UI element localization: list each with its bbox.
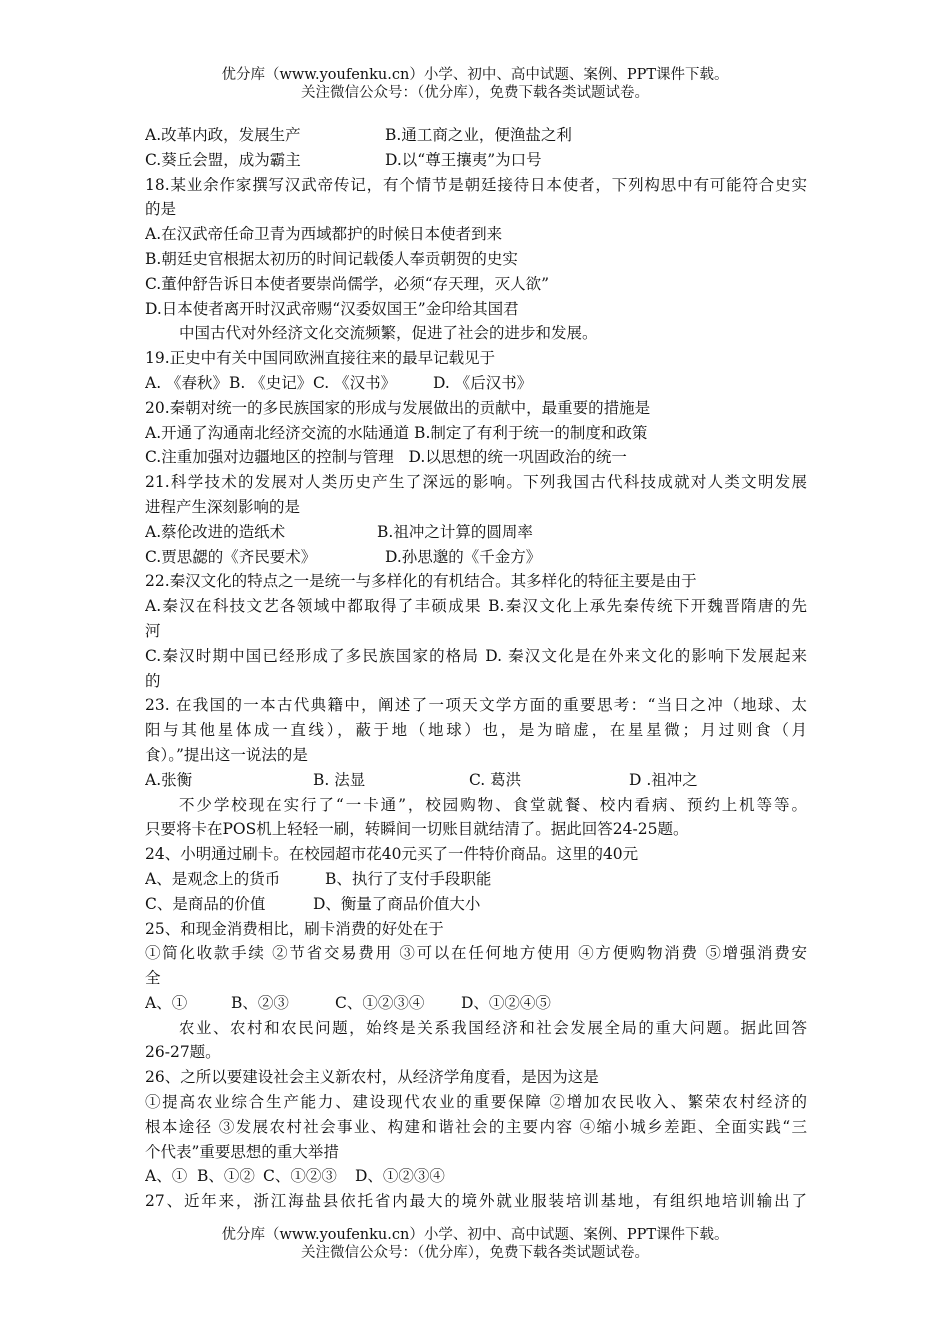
- q21-option-c: C.贾思勰的《齐民要术》: [145, 547, 317, 566]
- q21-stem-line-2: 进程产生深刻影响的是: [145, 497, 301, 516]
- q17-option-a: A.改革内政，发展生产: [145, 126, 301, 144]
- q24-options-row-1: [145, 867, 807, 892]
- q20-stem: 20.秦朝对统一的多民族国家的形成与发展做出的贡献中，最重要的措施是: [145, 398, 651, 417]
- q19-option-b: B. 《史记》: [229, 373, 313, 392]
- q25-statements-line-2: 全: [145, 969, 161, 988]
- q19-option-a: A. 《春秋》: [145, 373, 229, 392]
- q25-statements-line-1: ①简化收款手续 ②节省交易费用 ③可以在任何地方使用 ④方便购物消费 ⑤增强消费安: [145, 944, 807, 963]
- q25-option-d: D、①②④⑤: [461, 993, 551, 1012]
- q26-option-d: D、①②③④: [355, 1167, 445, 1186]
- q18-option-c: C.董仲舒告诉日本使者要崇尚儒学，必须“存天理，灭人欲”: [145, 274, 550, 293]
- footer-line-2: 关注微信公众号：（优分库），免费下载各类试题试卷。: [301, 1245, 649, 1261]
- q19-stem: 19.正史中有关中国同欧洲直接往来的最早记载见于: [145, 349, 496, 368]
- q24-options-row-2: [145, 892, 807, 917]
- q17-options-row-2: [145, 148, 807, 173]
- q26-option-a: A、①: [145, 1167, 188, 1186]
- q26-statements-line-3: 个代表”重要思想的重大举措: [145, 1142, 339, 1161]
- q23-stem-line-3: 食）。”提出这一说法的是: [145, 745, 308, 764]
- q21-options-row-2: [145, 545, 807, 570]
- q18-option-a: A.在汉武帝任命卫青为西域都护的时候日本使者到来: [145, 225, 503, 244]
- q22-options-cd-line-1: C.秦汉时期中国已经形成了多民族国家的格局 D. 秦汉文化是在外来文化的影响下发展起来: [145, 646, 807, 665]
- q26-options-row: [145, 1164, 807, 1189]
- q27-stem-line-1: 27、近年来，浙江海盐县依托省内最大的境外就业服装培训基地，有组织地培训输出了: [145, 1192, 807, 1211]
- q24-option-b: B、执行了支付手段职能: [325, 869, 492, 888]
- q25-stem: 25、和现金消费相比，刷卡消费的好处在于: [145, 919, 444, 938]
- q26-intro-line-1: 农业、农村和农民问题，始终是关系我国经济和社会发展全局的重大问题。据此回答: [179, 1018, 807, 1037]
- q23-stem-line-2: 阳与其他星体成一直线），蔽于地（地球）也，是为暗虚，在星星微；月过则食（月: [145, 721, 807, 740]
- q24-option-d: D、衡量了商品价值大小: [313, 894, 481, 913]
- q24-intro-line-2: 只要将卡在POS机上轻轻一刷，转瞬间一切账目就结清了。据此回答24-25题。: [145, 820, 689, 839]
- footer-line-1: 优分库（www.youfenku.cn）小学、初中、高中试题、案例、PPT课件下载。: [221, 1227, 729, 1243]
- page-footer: [0, 1226, 950, 1262]
- q26-statements-line-2: 根本途径 ③发展农村社会事业、构建和谐社会的主要内容 ④缩小城乡差距、全面实践“三: [145, 1117, 807, 1136]
- q19-options-row: [145, 371, 807, 396]
- q26-statements-line-1: ①提高农业综合生产能力、建设现代农业的重要保障 ②增加农民收入、繁荣农村经济的: [145, 1093, 807, 1112]
- q19-intro: 中国古代对外经济文化交流频繁，促进了社会的进步和发展。: [179, 324, 598, 343]
- q21-stem-line-1: 21.科学技术的发展对人类历史产生了深远的影响。下列我国古代科技成就对人类文明发展: [145, 473, 807, 492]
- q21-option-a: A.蔡伦改进的造纸术: [145, 522, 286, 541]
- q21-option-b: B.祖冲之计算的圆周率: [377, 522, 533, 541]
- q23-option-d: D .祖冲之: [629, 770, 698, 789]
- q23-option-a: A.张衡: [145, 770, 193, 789]
- q19-option-c: C. 《汉书》: [313, 373, 397, 392]
- q23-stem-line-1: 23. 在我国的一本古代典籍中，阐述了一项天文学方面的重要思考：“当日之冲（地球、太: [145, 696, 807, 715]
- q17-option-b: B.通工商之业，便渔盐之利: [385, 126, 572, 144]
- q26-option-b: B、①②: [197, 1167, 255, 1186]
- q18-option-b: B.朝廷史官根据太初历的时间记载倭人奉贡朝贺的史实: [145, 249, 518, 268]
- q24-option-c: C、是商品的价值: [145, 894, 266, 913]
- q25-option-a: A、①: [145, 993, 188, 1012]
- q23-option-b: B. 法显: [313, 770, 366, 789]
- q19-option-d: D. 《后汉书》: [433, 373, 533, 392]
- q25-option-c: C、①②③④: [335, 993, 425, 1012]
- header-line-2: 关注微信公众号：（优分库），免费下载各类试题试卷。: [301, 85, 649, 101]
- q21-option-d: D.孙思邈的《千金方》: [385, 547, 542, 566]
- exam-content: [145, 123, 807, 1214]
- q17-option-d: D.以“尊王攘夷”为口号: [385, 150, 542, 169]
- q18-stem-line-2: 的是: [145, 200, 177, 219]
- q22-options-ab-line-2: 河: [145, 621, 161, 640]
- q24-stem: 24、小明通过刷卡。在校园超市花40元买了一件特价商品。这里的40元: [145, 845, 639, 864]
- q17-option-c: C.葵丘会盟，成为霸主: [145, 150, 301, 169]
- header-line-1: 优分库（www.youfenku.cn）小学、初中、高中试题、案例、PPT课件下载。: [221, 67, 729, 83]
- q21-options-row-1: [145, 520, 807, 545]
- q26-stem: 26、之所以要建设社会主义新农村，从经济学角度看，是因为这是: [145, 1068, 599, 1087]
- q26-intro-line-2: 26-27题。: [145, 1043, 221, 1062]
- q20-options-ab: A.开通了沟通南北经济交流的水陆通道 B.制定了有利于统一的制度和政策: [145, 423, 648, 442]
- q22-options-ab-line-1: A.秦汉在科技文艺各领域中都取得了丰硕成果 B.秦汉文化上承先秦传统下开魏晋隋唐的先: [145, 597, 807, 616]
- q20-options-cd: C.注重加强对边疆地区的控制与管理 D.以思想的统一巩固政治的统一: [145, 448, 627, 467]
- q25-options-row: [145, 991, 807, 1016]
- q24-intro-line-1: 不少学校现在实行了“一卡通”，校园购物、食堂就餐、校内看病、预约上机等等。: [179, 795, 807, 814]
- q22-stem: 22.秦汉文化的特点之一是统一与多样化的有机结合。其多样化的特征主要是由于: [145, 572, 697, 591]
- q17-options-row-1: [145, 123, 807, 148]
- q22-options-cd-line-2: 的: [145, 671, 161, 690]
- page-header: [0, 66, 950, 102]
- q23-options-row: [145, 768, 807, 793]
- q18-option-d: D.日本使者离开时汉武帝赐“汉委奴国王”金印给其国君: [145, 299, 519, 318]
- q24-option-a: A、是观念上的货币: [145, 869, 281, 888]
- q23-option-c: C. 葛洪: [469, 770, 522, 789]
- q18-stem-line-1: 18.某业余作家撰写汉武帝传记，有个情节是朝廷接待日本使者，下列构思中有可能符合史实: [145, 175, 807, 194]
- q26-option-c: C、①②③: [263, 1167, 337, 1186]
- q25-option-b: B、②③: [231, 993, 289, 1012]
